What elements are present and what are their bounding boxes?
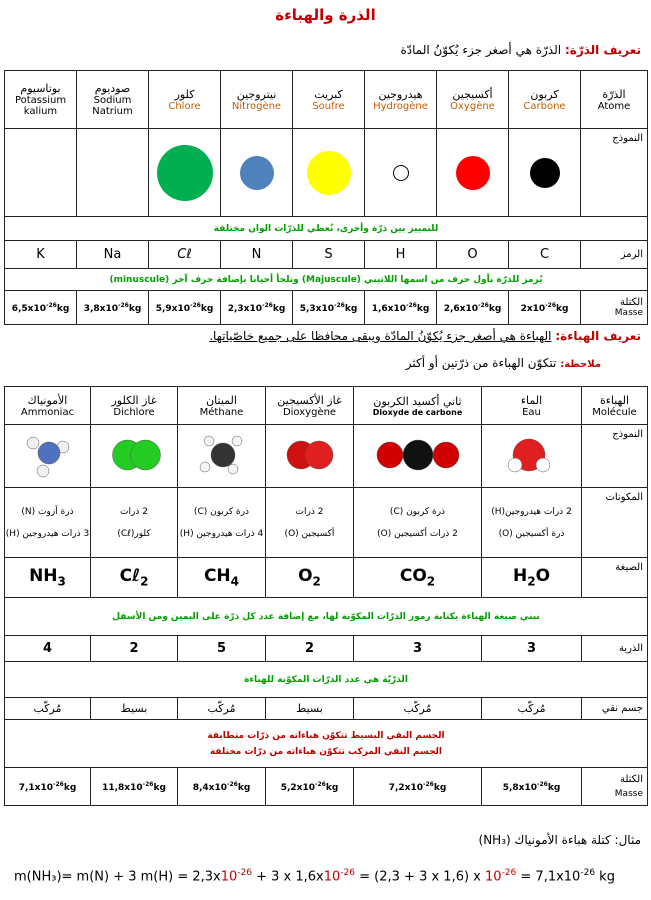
atom-mass-cell — [293, 291, 365, 325]
body-type: مُركّب — [33, 702, 62, 715]
atom-symbol: O — [467, 247, 478, 262]
molecule-model-cell — [5, 425, 91, 488]
molecule-components-cell — [91, 488, 178, 558]
molecule-mass-value: 7,1x10 — [18, 782, 53, 793]
body-type: مُركّب — [403, 702, 432, 715]
molecule-atom-sphere — [38, 442, 60, 464]
molecule-header-4 — [91, 387, 178, 425]
molecule-name-ar: الأمونياك — [27, 393, 68, 407]
molecule-formula-cell — [91, 558, 178, 598]
molecule-mass-unit: kg — [547, 782, 561, 793]
atom-mass-unit: kg — [56, 303, 70, 314]
atom-name-fr: Carbone — [523, 100, 566, 112]
molecule-formula-cell — [482, 558, 582, 598]
molecule-atom-sphere — [403, 440, 433, 470]
component-1: 2 ذرات هيدروجين(H) — [491, 506, 572, 517]
atom-name-fr2: kalium — [23, 106, 58, 117]
page-title: الذرة والهباءة — [275, 6, 376, 24]
component-1: ذرة أزوت (N) — [21, 506, 74, 517]
atom-mass-exp: -26 — [190, 301, 201, 309]
atom-symbol-cell — [437, 241, 509, 269]
molecule-components-cell — [266, 488, 354, 558]
molecule-atom-sphere — [377, 442, 403, 468]
note-formula: نبني صيغة الهباءة بكتابة رموز الذرّات المكوّنة لها، مع إضافة عدد كل ذرّة على اليمين ومن الأسفل — [5, 598, 648, 636]
atom-mass-exp: -26 — [118, 301, 129, 309]
atom-header-5 — [149, 71, 221, 129]
atom-name-ar: هيدروجين — [378, 87, 423, 101]
row-label-ar: الكتلة — [619, 774, 643, 785]
atom-header-1 — [437, 71, 509, 129]
molecules-atomicity-row — [5, 636, 648, 662]
atom-mass-value: 5,9x10 — [155, 303, 190, 314]
atom-symbol: Cℓ — [177, 247, 192, 262]
atom-symbol: Na — [103, 247, 122, 262]
molecules-formula-label — [582, 558, 648, 598]
eq-exp4: -26 — [580, 868, 596, 878]
molecule-header-5 — [5, 387, 91, 425]
molecule-components-cell — [178, 488, 266, 558]
formula-sub: 2 — [426, 574, 436, 589]
molecule-atom-sphere — [536, 458, 550, 472]
atom-mass-value: 2,6x10 — [443, 303, 478, 314]
atom-model-cell — [77, 129, 149, 217]
molecule-atom-sphere — [131, 440, 161, 470]
molecule-definition — [209, 329, 641, 343]
remark — [406, 356, 601, 370]
atom-definition — [401, 43, 641, 57]
formula-sub: 2 — [140, 574, 149, 589]
eq-pow1: 10 — [220, 869, 238, 885]
atom-name-ar: أكسيجين — [452, 87, 493, 101]
molecule-atomicity-cell — [354, 636, 482, 662]
atom-model-cell — [365, 129, 437, 217]
molecule-mass-cell — [178, 768, 266, 806]
note-compound: الجسم النقي المركب تتكوّن هباءاته من ذرّات مختلفة — [209, 746, 443, 757]
atom-model-cell — [5, 129, 77, 217]
atom-name-fr: Chlore — [168, 100, 201, 112]
atoms-model-row — [5, 129, 648, 217]
molecule-components-cell — [482, 488, 582, 558]
formula-main: NH — [29, 566, 58, 587]
molecule-mass-exp: -26 — [227, 780, 238, 788]
molecule-header-0 — [482, 387, 582, 425]
molecule-model-svg — [266, 425, 354, 483]
note-body — [5, 720, 648, 768]
atom-symbol: C — [539, 247, 550, 262]
molecules-components-label — [582, 488, 648, 558]
atoms-symbol-row — [5, 241, 648, 269]
atom-name-fr: Potassium — [14, 95, 67, 106]
molecule-model-cell — [178, 425, 266, 488]
atom-model-circle — [307, 151, 351, 195]
molecule-mass-exp: -26 — [423, 780, 434, 788]
row-label: الصيغة — [615, 562, 643, 573]
row-label-fr: Masse — [614, 308, 643, 318]
atoms-table — [4, 70, 648, 325]
atom-mass-unit: kg — [416, 303, 430, 314]
atom-model-circle — [157, 145, 213, 201]
molecule-body-cell — [482, 698, 582, 720]
molecule-model-cell — [266, 425, 354, 488]
atom-mass-unit: kg — [488, 303, 502, 314]
molecules-model-label — [582, 425, 648, 488]
eq-exp3: -26 — [501, 868, 517, 878]
molecule-atom-sphere — [204, 436, 214, 446]
molecule-name-ar: ثاني أكسيد الكربون — [373, 394, 462, 408]
body-type: بسيط — [120, 702, 148, 715]
atom-model-cell — [221, 129, 293, 217]
molecule-mass-cell — [5, 768, 91, 806]
atom-name-fr: Sodium — [93, 95, 132, 106]
component-2: أكسيجين (O) — [284, 528, 335, 539]
molecule-name-fr: Dioxygène — [282, 406, 337, 418]
atoms-header-row — [5, 71, 648, 129]
molecule-mass-value: 11,8x10 — [102, 782, 143, 793]
atom-symbol-cell — [365, 241, 437, 269]
molecule-mass-exp: -26 — [53, 780, 64, 788]
atom-symbol-cell — [221, 241, 293, 269]
corner-fr: Molécule — [592, 406, 637, 418]
atoms-mass-row — [5, 291, 648, 325]
eq-mid3: = 7,1x10 — [516, 869, 581, 885]
atom-mass-unit: kg — [200, 303, 214, 314]
formula-main: H — [512, 566, 528, 587]
molecule-atomicity-cell — [178, 636, 266, 662]
molecule-name-ar: الميتان — [206, 393, 237, 407]
molecule-model-svg — [354, 425, 482, 483]
molecule-atom-sphere — [508, 458, 522, 472]
molecule-name-ar: غاز الكلور — [111, 393, 157, 407]
atom-mass-cell — [149, 291, 221, 325]
molecule-atomicity-cell — [91, 636, 178, 662]
atomicity-value: 2 — [304, 641, 315, 656]
atom-mass-value: 2,3x10 — [227, 303, 262, 314]
corner-fr: Atome — [597, 100, 631, 112]
row-label: النموذج — [612, 429, 643, 440]
atom-symbol-cell — [77, 241, 149, 269]
atom-symbol-cell — [509, 241, 581, 269]
molecule-atom-sphere — [37, 465, 49, 477]
molecule-components-cell — [5, 488, 91, 558]
atom-mass-unit: kg — [556, 303, 569, 314]
atoms-symbol-label — [581, 241, 648, 269]
row-label: الذرية — [618, 643, 643, 654]
molecule-name-ar: غاز الأكسيجين — [277, 393, 342, 407]
note-simple: الجسم النقي البسيط تتكوّن هباءاته من ذرّات متطابقة — [207, 730, 445, 741]
molecule-atom-sphere — [232, 436, 242, 446]
atom-model-circle — [456, 156, 490, 190]
atom-mass-cell — [5, 291, 77, 325]
atom-name-ar: بوتاسيوم — [20, 82, 61, 95]
molecule-body-cell — [178, 698, 266, 720]
atom-symbol: N — [251, 247, 262, 262]
eq-mid2: = (2,3 + 3 x 1,6) x — [355, 869, 486, 885]
atom-header-2 — [365, 71, 437, 129]
note-symbol: يُرمز للذرّة بأول حرف من اسمها اللاتيني (Majuscule) ونلجأ أحيانا بإضافة حرف آخر (minuscule) — [5, 269, 648, 291]
eq-pow2: 10 — [323, 869, 341, 885]
molecule-header-1 — [354, 387, 482, 425]
row-label-fr: Masse — [614, 789, 643, 799]
formula-sub: 3 — [57, 574, 66, 589]
molecule-atomicity-cell — [266, 636, 354, 662]
molecule-mass-unit: kg — [325, 782, 339, 793]
atom-model-cell — [437, 129, 509, 217]
formula-main: CO — [399, 566, 427, 587]
atoms-mass-label — [581, 291, 648, 325]
molecule-name-fr: Méthane — [199, 406, 244, 418]
molecule-definition-text: الهباءة هي أصغر جزء يُكوّنُ المادّة ويبقى محافظا على جميع خاصّياتها. — [209, 329, 552, 343]
molecule-mass-cell — [482, 768, 582, 806]
molecules-body-label — [582, 698, 648, 720]
molecules-model-row — [5, 425, 648, 488]
molecule-mass-cell — [91, 768, 178, 806]
molecule-mass-unit: kg — [237, 782, 251, 793]
atom-mass-cell — [365, 291, 437, 325]
molecule-components-cell — [354, 488, 482, 558]
atom-symbol-cell — [149, 241, 221, 269]
eq-exp2: -26 — [340, 868, 356, 878]
molecule-name-fr: Dichlore — [113, 406, 155, 418]
molecule-mass-value: 8,4x10 — [192, 782, 227, 793]
example-label: مثال: كتلة هباءة الأمونياك (NH₃) — [478, 833, 641, 847]
molecules-components-row — [5, 488, 648, 558]
molecule-mass-exp: -26 — [315, 780, 326, 788]
molecule-mass-value: 5,8x10 — [502, 782, 537, 793]
molecule-formula-cell — [178, 558, 266, 598]
atom-mass-value: 6,5x10 — [11, 303, 46, 314]
atom-mass-unit: kg — [128, 303, 142, 314]
atom-name-ar: كلور — [174, 87, 195, 101]
atom-model-circle — [240, 156, 274, 190]
atom-name-fr: Soufre — [312, 100, 345, 112]
atom-name-ar: صوديوم — [94, 82, 131, 95]
atom-mass-value: 2x10 — [520, 303, 546, 314]
molecules-header-row — [5, 387, 648, 425]
eq-left: m(NH₃)= m(N) + 3 m(H) = 2,3x — [14, 869, 221, 885]
molecules-mass-label — [582, 768, 648, 806]
atom-mass-value: 5,3x10 — [299, 303, 334, 314]
component-1: 2 ذرات — [120, 506, 148, 517]
atom-model-cell — [293, 129, 365, 217]
molecule-model-svg — [91, 425, 178, 483]
atom-symbol: H — [395, 247, 406, 262]
atom-mass-exp: -26 — [46, 301, 57, 309]
molecule-body-cell — [266, 698, 354, 720]
atom-mass-unit: kg — [272, 303, 286, 314]
molecule-atom-sphere — [228, 464, 238, 474]
molecules-mass-row — [5, 768, 648, 806]
row-label: جسم نقي — [601, 703, 643, 714]
atom-mass-value: 3,8x10 — [83, 303, 118, 314]
molecule-atom-sphere — [211, 443, 235, 467]
atom-mass-value: 1,6x10 — [371, 303, 406, 314]
atom-header-3 — [293, 71, 365, 129]
atomicity-value: 2 — [129, 641, 139, 656]
atom-definition-label: تعريف الذرّة: — [564, 43, 641, 57]
atom-name-fr: Hydrogène — [373, 100, 428, 112]
molecule-model-svg — [489, 425, 575, 483]
atom-model-circle — [530, 158, 560, 188]
atom-mass-cell — [509, 291, 581, 325]
atom-mass-exp: -26 — [334, 301, 345, 309]
molecule-formula-cell — [354, 558, 482, 598]
atom-model-cell — [149, 129, 221, 217]
atom-symbol-cell — [5, 241, 77, 269]
atom-model-cell — [509, 129, 581, 217]
molecules-body-row — [5, 698, 648, 720]
molecule-body-cell — [354, 698, 482, 720]
formula-main: O — [298, 566, 313, 587]
atom-mass-exp: -26 — [262, 301, 273, 309]
atom-name-ar: نيتروجين — [236, 87, 277, 101]
formula-after: O — [535, 566, 551, 587]
molecule-name-fr: Dioxyde de carbone — [372, 407, 463, 417]
atom-name-ar: كربون — [530, 87, 559, 101]
body-type: مُركّب — [517, 702, 546, 715]
body-type: بسيط — [296, 702, 323, 715]
note-colors: للتمييز بين ذرّة وأخرى، نُعطي للذرّات الوان مختلفة — [5, 217, 648, 241]
atom-mass-cell — [437, 291, 509, 325]
molecule-formula-cell — [5, 558, 91, 598]
molecule-mass-value: 7,2x10 — [388, 782, 423, 793]
molecule-atomicity-cell — [482, 636, 582, 662]
molecule-mass-value: 5,2x10 — [280, 782, 315, 793]
molecule-mass-unit: kg — [433, 782, 447, 793]
row-label: الرمز — [620, 249, 643, 260]
molecule-model-cell — [91, 425, 178, 488]
molecule-header-3 — [178, 387, 266, 425]
eq-unit: kg — [595, 869, 615, 885]
eq-mid1: + 3 x 1,6x — [252, 869, 324, 885]
atom-name-fr2: Natrium — [92, 106, 133, 117]
atom-name-fr: Nitrogène — [231, 100, 282, 112]
component-1: 2 ذرات — [295, 506, 324, 517]
molecule-name-ar: الماء — [520, 393, 543, 407]
molecule-atom-sphere — [305, 441, 333, 469]
molecule-atom-sphere — [433, 442, 459, 468]
molecule-header-corner — [582, 387, 648, 425]
atom-header-7 — [5, 71, 77, 129]
formula-sub: 2 — [527, 574, 536, 589]
atom-symbol: K — [36, 247, 45, 262]
molecules-atomicity-label — [582, 636, 648, 662]
component-2: 3 ذرات هيدروجين (H) — [5, 528, 90, 539]
atom-header-6 — [77, 71, 149, 129]
molecule-mass-unit: kg — [63, 782, 77, 793]
molecule-name-fr: Eau — [522, 406, 541, 418]
molecule-model-svg — [5, 425, 91, 483]
remark-label: ملاحظة: — [560, 359, 601, 370]
molecule-formula-cell — [266, 558, 354, 598]
molecule-mass-cell — [354, 768, 482, 806]
molecule-body-cell — [91, 698, 178, 720]
eq-pow3: 10 — [485, 869, 502, 885]
atom-symbol-cell — [293, 241, 365, 269]
molecule-header-2 — [266, 387, 354, 425]
row-label-ar: الكتلة — [619, 297, 643, 308]
remark-text: تتكوّن الهباءة من ذرّتين أو أكثر — [405, 356, 557, 370]
atom-header-0 — [509, 71, 581, 129]
molecule-mass-exp: -26 — [142, 780, 154, 788]
formula-main: Cℓ — [119, 566, 141, 587]
row-label: المكونات — [605, 492, 643, 503]
component-2: كلور(Cℓ) — [117, 528, 151, 539]
formula-main: CH — [203, 566, 231, 587]
molecule-definition-label: تعريف الهباءة: — [555, 329, 641, 343]
atoms-model-label — [581, 129, 648, 217]
atom-mass-cell — [221, 291, 293, 325]
atom-symbol: S — [324, 247, 333, 262]
eq-exp1: -26 — [237, 868, 252, 878]
component-1: ذرة كربون (C) — [193, 506, 250, 517]
molecule-atom-sphere — [27, 437, 39, 449]
molecule-atomicity-cell — [5, 636, 91, 662]
example-equation — [14, 868, 615, 884]
formula-sub: 2 — [312, 574, 321, 589]
molecule-mass-cell — [266, 768, 354, 806]
row-label: النموذج — [612, 133, 643, 144]
molecule-model-cell — [354, 425, 482, 488]
atom-mass-cell — [77, 291, 149, 325]
body-type: مُركّب — [207, 702, 236, 715]
component-1: ذرة كربون (C) — [389, 506, 446, 517]
molecule-model-cell — [482, 425, 582, 488]
atomicity-value: 4 — [42, 641, 53, 656]
formula-sub: 4 — [230, 574, 240, 589]
atom-model-circle — [393, 165, 409, 181]
molecule-mass-exp: -26 — [537, 780, 548, 788]
atomicity-value: 5 — [216, 641, 227, 656]
note-atomicity: الذرّيّة هي عدد الذرّات المكوّنة للهباءة — [5, 662, 648, 698]
atom-name-fr: Oxygène — [450, 100, 495, 112]
atom-header-4 — [221, 71, 293, 129]
atom-mass-exp: -26 — [406, 301, 417, 309]
component-2: 2 ذرات أكسيجين (O) — [377, 528, 458, 539]
atom-mass-unit: kg — [344, 303, 358, 314]
molecule-name-fr: Ammoniac — [20, 406, 75, 418]
atom-definition-text: الذرّة هي أصغر جزء يُكوّنُ المادّة — [400, 43, 562, 57]
component-2: 4 ذرات هيدروجين (H) — [179, 528, 264, 539]
molecules-table — [4, 386, 648, 806]
atomicity-value: 3 — [526, 641, 537, 656]
molecules-formula-row — [5, 558, 648, 598]
corner-ar: الذرّة — [602, 87, 626, 101]
atom-name-ar: كبريت — [314, 87, 343, 101]
molecule-mass-unit: kg — [153, 782, 166, 793]
atom-mass-exp: -26 — [545, 301, 556, 309]
atom-header-corner — [581, 71, 648, 129]
molecule-body-cell — [5, 698, 91, 720]
atom-mass-exp: -26 — [478, 301, 489, 309]
molecule-atom-sphere — [200, 462, 210, 472]
component-2: ذرة أكسيجين (O) — [498, 528, 565, 539]
molecule-model-svg — [178, 425, 266, 483]
atomicity-value: 3 — [412, 641, 423, 656]
corner-ar: الهباءة — [599, 393, 630, 407]
